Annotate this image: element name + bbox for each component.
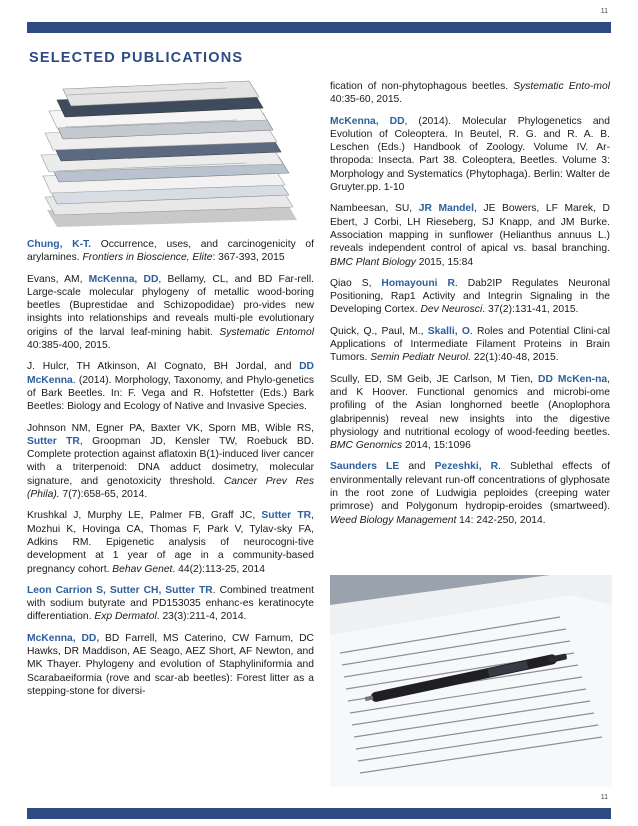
publication-entry bbox=[330, 373, 610, 453]
highlighted-author: Sutter TR bbox=[27, 435, 80, 447]
highlighted-author: McKenna, DD, bbox=[27, 632, 100, 644]
citation-text: . 44(2):113-25, 2014 bbox=[172, 563, 265, 575]
citation-text: : 367-393, 2015 bbox=[212, 252, 285, 264]
journal-name: Behav Genet bbox=[112, 563, 173, 575]
header-bar bbox=[27, 22, 611, 33]
journal-name: BMC Plant Biology bbox=[330, 256, 416, 268]
journal-name: Systematic Ento-mol bbox=[513, 81, 610, 92]
citation-text: Johnson NM, Egner PA, Baxter VK, Sporn MB, Wible RS, bbox=[27, 422, 314, 434]
citation-text: 14: 242-250, 2014. bbox=[456, 514, 546, 526]
citation-text: , Bellamy, CL, and BD Far-rell. Large-scale molecular phylogeny of metallic wood-boring beetles (Buprestidae and Schizopodidae) pro-vides new insights into relationships and reveals multi-ple evolutionary origins of the larval leaf-mining habit. bbox=[27, 273, 314, 338]
citation-text: Qiao S, bbox=[330, 277, 382, 289]
highlighted-author: Saunders LE bbox=[330, 461, 400, 473]
citation-text: fication of non-phytophagous beetles. bbox=[330, 81, 514, 92]
citation-text: , and K Hoover. Functional genomics and microbi-ome profiling of the Asian longhorned beetle (Anoplophora glabripennis) reveal new insights into the digestive physiology and nutritional ecology of wood-feeding beetles. bbox=[330, 373, 610, 438]
footer-bar bbox=[27, 808, 611, 819]
publication-entry bbox=[27, 422, 314, 502]
highlighted-author: DD McKen-na bbox=[538, 373, 608, 385]
citation-text: . Dab2IP Regulates Neuronal Positioning, Rap1 Activity and Integrin Signaling in the Developing Cortex. bbox=[330, 277, 610, 316]
citation-text: Evans, AM, bbox=[27, 273, 89, 285]
page-number-top: 11 bbox=[600, 8, 608, 15]
publication-entry bbox=[27, 509, 314, 575]
citation-text: Occurrence, uses, and carcinogenicity of arylamines. bbox=[27, 239, 314, 264]
journal-name: Exp Dermatol bbox=[94, 611, 157, 623]
citation-text: . 37(2):131-41, 2015. bbox=[482, 304, 579, 316]
citation-text: , JE Bowers, LF Marek, D Ebert, J Corbi, LH Rieseberg, SJ Knapp, and JM Burke. Association mapping in sunflower (Helianthus annuus L.) reveals independent control of apical vs. basal branching. bbox=[330, 203, 610, 255]
citation-text: . Combined treatment with sodium butyrate and PD153035 enhanc-es keratinocyte differentiation. bbox=[27, 584, 314, 623]
publication-entry bbox=[330, 460, 610, 526]
highlighted-author: McKenna, DD bbox=[330, 115, 405, 127]
citation-text: BD Farrell, MS Caterino, CW Farnum, DC Hawks, DR Maddison, AE Seago, AEZ Short, AF Newton, and MK Thayer. Phylogeny and evolution of Staphyliniformia and Scarabaeiformia (rove and scar-ab beetles): Forest litter as a stepping-stone for diversi- bbox=[27, 632, 314, 697]
journal-stack-image bbox=[27, 75, 314, 232]
highlighted-author: Leon Carrion S, Sutter CH, Sutter TR bbox=[27, 584, 213, 596]
publication-entry bbox=[27, 238, 314, 265]
citation-text: . (2014). Morphology, Taxonomy, and Phylo-genetics of Bark Beetles. In: F. Vega and R. Hofstetter (Eds.) Bark Beetles: Biology and Ecology of Native and Invasive Species. bbox=[27, 374, 314, 413]
journal-name: Cancer Prev Res (Phila). bbox=[27, 475, 314, 501]
citation-text: 2015, 15:84 bbox=[415, 256, 474, 268]
citation-text: . Roles and Potential Clini-cal Applications of Intermediate Filament Proteins in Brain Tumors. bbox=[330, 325, 611, 364]
highlighted-author: JR Mandel bbox=[418, 203, 474, 215]
highlighted-author: Skalli, O bbox=[427, 325, 470, 337]
citation-text: Scully, ED, SM Geib, JE Carlson, M Tien, bbox=[330, 373, 539, 385]
citation-text: 40:35-60, 2015. bbox=[330, 94, 403, 106]
citation-text: Nambeesan, SU, bbox=[330, 203, 419, 215]
publication-entry bbox=[330, 277, 610, 317]
publication-entry bbox=[330, 115, 610, 195]
citation-text: 40:385-400, 2015. bbox=[27, 340, 111, 352]
citation-text: J. Hulcr, TH Atkinson, AI Cognato, BH Jordal, and bbox=[27, 361, 300, 373]
citation-text: 2014, 15:1096 bbox=[402, 440, 471, 452]
journal-name: BMC Genomics bbox=[330, 440, 403, 452]
journal-name: Frontiers in Bioscience, Elite bbox=[82, 252, 213, 264]
publication-entry bbox=[330, 325, 610, 365]
highlighted-author: DD McKenna bbox=[27, 361, 314, 386]
journal-name: Weed Biology Management bbox=[330, 514, 457, 526]
publication-entry bbox=[27, 584, 314, 624]
journal-name: Dev Neurosci bbox=[420, 304, 483, 316]
publication-entry bbox=[330, 202, 610, 268]
journal-name: Semin Pediatr Neurol. bbox=[370, 352, 471, 364]
publication-entry bbox=[27, 632, 314, 698]
publication-entry bbox=[27, 273, 314, 353]
journal-name: Systematic Entomol bbox=[219, 326, 314, 338]
citation-text: Krushkal J, Murphy LE, Palmer FB, Graff JC, bbox=[27, 510, 262, 522]
highlighted-author: Chung, K-T. bbox=[27, 239, 92, 250]
citation-text: 7(7):658-65, 2014. bbox=[59, 489, 148, 501]
highlighted-author: McKenna, DD bbox=[88, 273, 159, 285]
publication-entry bbox=[330, 80, 610, 107]
page-title: SELECTED PUBLICATIONS bbox=[29, 50, 244, 66]
highlighted-author: Homayouni R bbox=[381, 277, 455, 289]
citation-text: 22(1):40-48, 2015. bbox=[470, 352, 559, 364]
citation-text: , (2014). Molecular Phylogenetics and Evolution of Coleoptera. In Beutel, R. G. and R. A. B. Leschen (Eds.) Handbook of Zoology. Volume IV. Ar-thropoda: Insecta. Part 38. Coleoptera, Beetles. Volume 3: Morphology and Systematics (Phytophaga). Berlin: Walter de Gruyter.pp. 1-10 bbox=[330, 115, 610, 194]
citation-text: , Mozhui K, Hovinga CA, Thomas F, Park V, Tylav-sky FA, Adkins RM. Epigenetic analysis of neurocogni-tive development at 1 year of age in a community-based pregnancy cohort. bbox=[27, 510, 314, 575]
right-column bbox=[330, 80, 610, 535]
publication-entry bbox=[27, 360, 314, 413]
highlighted-author: Sutter TR bbox=[261, 510, 312, 522]
citation-text: . Sublethal effects of environmentally relevant run-off concentrations of glyphosate in the root zone of Ludwigia peploides (creeping water primrose) and Polygonum hydropip-eroides (smartweed). bbox=[330, 461, 611, 513]
paper-with-pen-image bbox=[330, 575, 612, 787]
citation-text: . 23(3):211-4, 2014. bbox=[156, 611, 247, 623]
citation-text: Quick, Q., Paul, M., bbox=[330, 325, 428, 337]
left-column bbox=[27, 238, 314, 706]
citation-text: and bbox=[399, 461, 435, 473]
citation-text: , Groopman JD, Kensler TW, Roebuck BD. Complete protection against aflatoxin B(1)-induced liver cancer with a triterpenoid: DNA adduct dosimetry, molecular signature, and genotoxicity threshold. bbox=[27, 435, 315, 487]
highlighted-author: Pezeshki, R bbox=[434, 461, 499, 473]
page-number-bottom: 11 bbox=[600, 794, 608, 801]
